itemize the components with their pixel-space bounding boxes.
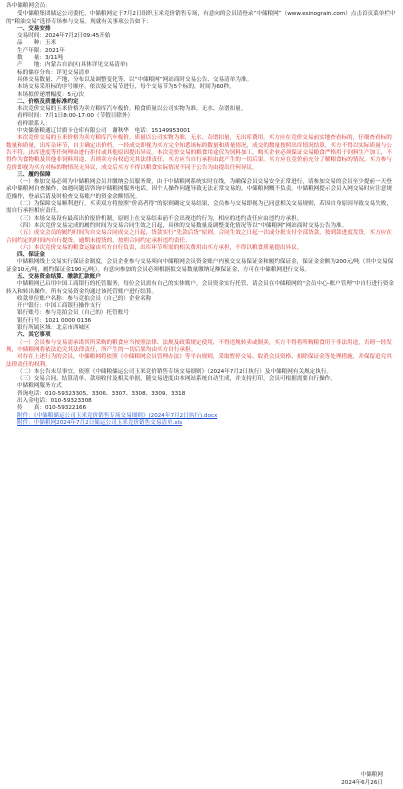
attachment-list: [6, 413, 397, 428]
section-settlement-heading: 五、交易资金结算、缴款汇款账户: [17, 273, 101, 280]
other-list: [6, 369, 397, 384]
other-item: （三）交易合同、结算清单、款项收付及相关单据，随交易进度由本网站系统自动生成，并支持打印，会员可根据需要自行操作。: [17, 376, 336, 383]
section-performance-guarantee-heading: 三、履约保障: [17, 171, 51, 178]
contact-company: 中储粮网服务方式: [17, 383, 62, 390]
settlement-line: 开户银行：中国工商银行操作支行: [17, 303, 101, 310]
trading-arrangement-line: 品 种：玉米: [17, 40, 57, 47]
attachment-link[interactable]: 附件：《中储粮储运公司玉米竞价销售专场交易细则》(2024年7月2日执行).docx: [17, 412, 218, 419]
performance-guarantee-item: （六）本次竞价交易的粮食运输由买方自行负责，出库环节所需的相关费用由买方承担，不得以粮食质量提出异议。: [17, 244, 303, 251]
settlement-line: 中储粮网已启用中国工商银行的托管服务，每位会员需有自己的实体账户，会员资金实行托管，请会员在中储粮网的“会员中心-账户管理”中自行进行资金转入和转出操作，所有交易资金均通过该托管账户进行结算。: [6, 281, 395, 295]
deposit-paragraph: 中储粮网线上交易实行保证金制度，会员企业参与交易须向中储粮网会员资金账户内预交交易保证金和履约保证金，保证金金额为200元/吨（其中交易保证金10元/吨，履约保证金190元/吨）。有意向参加的会员必须根据拟交易数量缴纳足额保证金，方可在中储粮网进行交易。: [6, 259, 394, 273]
trading-arrangement-line: 交易时间：2024年7月2日09:45开始: [17, 33, 111, 40]
settlement-line: 银行账号：参与竞拍会员（自己的）托管账号: [17, 310, 129, 317]
trading-arrangement-line: 标的储存分布：详见交易清单: [17, 69, 90, 76]
performance-guarantee-item: （一）参加交易必须为中储粮网会员并缴纳会员服务费，由于中储粮网系统实时在线，为确保会员交易安全正常进行，请参加交易的会员至少提前一天登录中储粮网自查操作，如遇问题请咨询中储粮网服务电话。因个人操作问题导致无法正常交易的，中储粮网概不负责。中储粮网提示会员入网交易时应注意规范操作，登录后请及时检查交易账户的资金余额情况。: [6, 179, 392, 200]
contact-line: 咨询电话：010-59323305、3306、3307、3308、3309、3318: [17, 390, 186, 397]
signature-date: 2024年6月26日: [341, 779, 383, 786]
trading-arrangement-line: 生产年限：2021年: [17, 47, 65, 54]
other-red-item: 对存在上述行为的会员，中储粮网将依照《中储粮网会员管理办法》等平台规则，采取暂停交易、取消会员资格、扣除保证金等处理措施，并保留追究其法律责任的权利。: [6, 354, 392, 368]
section-price-quality-heading: 二、价格及质量标准约定: [17, 98, 79, 105]
signature-block: [341, 772, 383, 787]
section-other-heading: 六、其它事项: [17, 332, 51, 339]
contact-line: 传 真：010-59322166: [17, 405, 87, 412]
other-red-list: [6, 340, 397, 369]
other-red-item: （一）会员参与交易需承诺其所采购的粮食应当按照法律、法规及政策规定使用，不得违规转卖或倒卖，买方不得将所购粮食用于非法用途，否则一经发现，中储粮网将依法追究其法律责任，所产生的一切后果均由买方自行承担。: [6, 339, 392, 353]
price-quality-line: 看样联系人：: [17, 120, 51, 127]
price-quality-line: 本次竞价交易的玉米价格为卖方粮库汽车板价。粮食质量以公司实物为准，无水、杂谱扣量。: [17, 106, 247, 113]
trading-arrangement-line: 本场拟价递增幅度：5元/次: [17, 91, 84, 98]
section-deposit-heading: 四、保证金: [17, 252, 45, 259]
price-quality-line: 中央储备粮通辽甘旗卡仓库有限公司 谢秋华 电话：15149953001: [17, 128, 191, 135]
intro-paragraph: 受中储粮集团储运公司委托，中储粮网定于7月2日组织玉米竞价销售专场，有意向的会员请登录“中储粮网”（www.esinograin.com）点击首页菜单栏中的“粮油交易”选择专场参与交易。现就有关事项公告如下：: [6, 11, 396, 25]
greeting: 各中储粮网会员：: [6, 3, 51, 9]
attachment-link[interactable]: 附件：中储粮网2024年7月2日储运公司玉米竞价销售交易清单.xls: [17, 419, 183, 426]
price-quality-red-notice: 本次竞价交易的玉米价格为卖方粮库汽车板价。质量以公司实物为准，无水、杂谱扣量，无出库费用。买方应在竞价交易前实地查看标的，仔细查看标的数量和质量，出库杂环节，自主确定出价档。一经成交即视为买方完全知悉该标的数量和质量情况，成交的数量按照出库情况结算，买方不得以实际质量与公告不符、出库进度等任何理由进行拒付或其他原因提出异议。本次竞价交易的粮食用途仅为饲料加工，购买企业必须保证交易粮食严格用于饲料生产加工，不得作为食物粮及其他非饲料用途，否则卖方有权追究其法律责任，买方应当自行承担由此产生的一切后果。买方应在竞价前充分了解粮食标的情况，买方参与竞价即视为买方对标的物情况无异议，成交后买方不得以粮食实际情况不同于公告为由提出任何异议。: [6, 135, 392, 171]
performance-guarantee-item: （二）为保障交易顺利进行，买卖双方将按照“价高者得”的原则确定交易结果，会员参与交易即视为已同意相关交易规则，若因自身原因导致交易失败，需自行承担相应责任。: [6, 201, 392, 215]
trading-arrangement-line: 数 量：3/11吨: [17, 55, 64, 62]
performance-guarantee-item: （四）本次竞价交易完成的履约时间为交易合同生效之日起，具体的交易数量及调整变化情况等以“中储粮网”网站商时交易公告为准。: [17, 222, 348, 229]
performance-guarantee-list: [6, 179, 397, 252]
settlement-line: 银行所属区域：北京市西城区: [17, 325, 90, 332]
contact-line: 出入金电话：010-59323308: [17, 398, 92, 405]
signature-org: 中储粮网: [360, 772, 383, 779]
trading-arrangement-list: [6, 33, 397, 99]
settlement-line: 银行行号：1021 0000 0136: [17, 317, 92, 324]
settlement-line: 收款单位账户名称：参与竞拍会员（自己的）企业名称: [17, 295, 152, 302]
trading-arrangement-line: 具体交易数量、产地、分布以及调整变化等，以“中储粮网”网站商时交易公告、交易清单为准。: [17, 76, 253, 83]
contact-list: [6, 391, 397, 413]
performance-guarantee-item: （五）成交会员的履约时间为自交易合同成交之日起，货款实行“先款后货”原则，合同生效之日起一次或分批支付全部货款，按到款进度发货，买方应在合同约定的时间内自行提货。逾期未提货的，按照合同约定承担违约责任。: [6, 230, 392, 244]
price-quality-line: 看样时间：7月1日8:00-17:00（节假日除外）: [17, 113, 134, 120]
trading-arrangement-line: 产 地：内蒙古自治区(具体详见交易清单): [17, 62, 128, 69]
settlement-list: [6, 281, 397, 332]
trading-arrangement-line: 本场交易采用标的序号顺序，依次接交易节进行，每个交易节为5个标的，时间为60秒。: [17, 84, 235, 91]
price-quality-list: [6, 106, 397, 135]
performance-guarantee-item: （三）本场交易设有最高出价报价机制，原则上在交易结束前不会出现违约行为，相应的违约责任应由违约方承担。: [17, 215, 303, 222]
section-trading-arrangement-heading: 一、交易安排: [17, 25, 51, 32]
other-item: （二）本公告未尽事宜，依照《中储粮储运公司玉米竞价销售专场交易细则》（2024年7月2日执行）及中储粮网有关规定执行。: [17, 368, 333, 375]
